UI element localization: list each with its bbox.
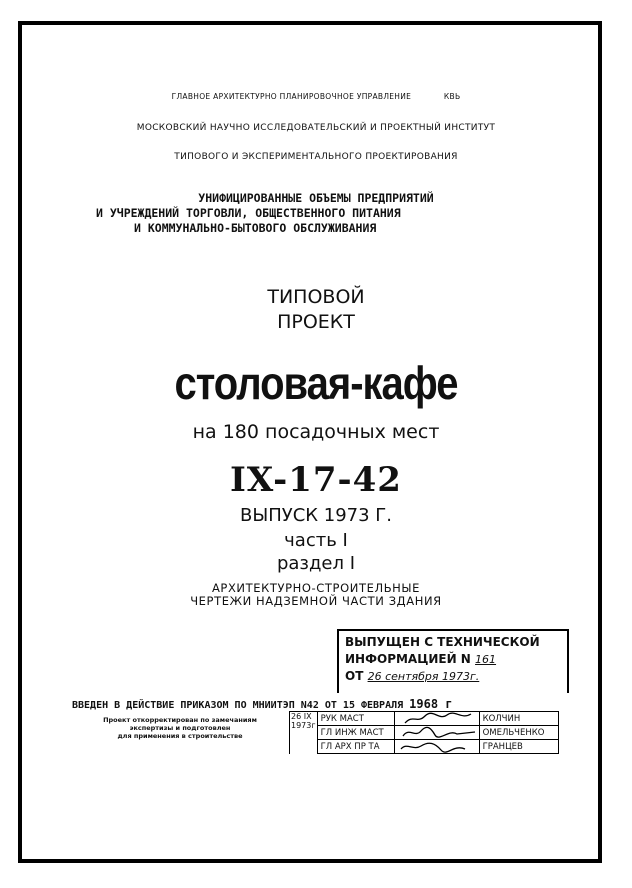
authority-line xyxy=(0,92,632,101)
authority-code: КВЬ xyxy=(443,92,461,101)
approval-name: ОМЕЛЬЧЕНКО xyxy=(479,726,558,740)
project-type-line-2: ПРОЕКТ xyxy=(277,311,355,333)
signature-2-icon xyxy=(395,726,479,739)
issue-label: ВЫПУСК 1973 Г. xyxy=(239,505,393,526)
topic-line-3: И КОММУНАЛЬНО-БЫТОВОГО ОБСЛУЖИВАНИЯ xyxy=(134,221,377,235)
approval-name: ГРАНЦЕВ xyxy=(479,740,558,754)
signature-cell xyxy=(394,712,479,726)
institute-subtitle: ТИПОВОГО И ЭКСПЕРИМЕНТАЛЬНОГО ПРОЕКТИРОВАНИЯ xyxy=(174,152,458,162)
technical-info-stamp xyxy=(337,629,569,693)
project-code: IX-17-42 xyxy=(230,460,402,500)
note-line-1: Проект откорректирован по замечаниям xyxy=(103,716,257,724)
table-row xyxy=(290,726,559,740)
section-label: раздел I xyxy=(276,553,356,574)
approval-role: ГЛ АРХ ПР ТА xyxy=(317,740,394,754)
part-label: часть I xyxy=(284,530,348,551)
topic-block xyxy=(0,191,632,236)
introduction-year: 1968 г xyxy=(409,697,453,711)
approval-date-day: 26 IX xyxy=(291,712,312,721)
signature-cell xyxy=(394,740,479,754)
introduction-text: ВВЕДЕН В ДЕЙСТВИЕ ПРИКАЗОМ ПО МНИИТЭП N42 ОТ 15 ФЕВРАЛЯ xyxy=(72,700,404,711)
stamp-line-1: ВЫПУЩЕН С ТЕХНИЧЕСКОЙ xyxy=(345,635,540,649)
institute-name: МОСКОВСКИЙ НАУЧНО ИССЛЕДОВАТЕЛЬСКИЙ И ПРОЕКТНЫЙ ИНСТИТУТ xyxy=(136,123,496,133)
approval-date xyxy=(290,712,318,754)
description-block xyxy=(0,582,632,608)
project-name: столовая-кафе xyxy=(174,358,458,410)
approval-date-year: 1973г xyxy=(291,721,316,730)
topic-line-1: УНИФИЦИРОВАННЫЕ ОБЪЕМЫ ПРЕДПРИЯТИЙ xyxy=(198,191,434,205)
stamp-number: 161 xyxy=(475,653,497,666)
table-row xyxy=(290,740,559,754)
note-line-3: для применения в строительстве xyxy=(117,732,243,740)
stamp-line-3 xyxy=(345,668,567,685)
approval-role: ГЛ ИНЖ МАСТ xyxy=(317,726,394,740)
approval-role: РУК МАСТ xyxy=(317,712,394,726)
signature-3-icon xyxy=(395,740,479,753)
approval-table xyxy=(289,711,559,754)
stamp-date: 26 сентября 1973г. xyxy=(367,670,480,683)
description-line-1: АРХИТЕКТУРНО-СТРОИТЕЛЬНЫЕ xyxy=(211,581,421,595)
project-type-line-1: ТИПОВОЙ xyxy=(267,286,365,308)
topic-line-2: И УЧРЕЖДЕНИЙ ТОРГОВЛИ, ОБЩЕСТВЕННОГО ПИТАНИЯ xyxy=(96,206,401,220)
approval-name: КОЛЧИН xyxy=(479,712,558,726)
description-line-2: ЧЕРТЕЖИ НАДЗЕМНОЙ ЧАСТИ ЗДАНИЯ xyxy=(190,594,442,608)
stamp-line-3-prefix: ОТ xyxy=(345,669,364,683)
stamp-line-2 xyxy=(345,651,567,668)
note-line-2: экспертизы и подготовлен xyxy=(129,724,231,732)
correction-note xyxy=(70,716,290,740)
authority-name: ГЛАВНОЕ АРХИТЕКТУРНО ПЛАНИРОВОЧНОЕ УПРАВЛЕНИЕ xyxy=(171,92,412,101)
introduction-line xyxy=(72,697,453,711)
signature-1-icon xyxy=(395,712,479,725)
stamp-line-2-prefix: ИНФОРМАЦИЕЙ N xyxy=(345,652,471,666)
project-capacity: на 180 посадочных мест xyxy=(192,421,440,443)
signature-cell xyxy=(394,726,479,740)
table-row xyxy=(290,712,559,726)
